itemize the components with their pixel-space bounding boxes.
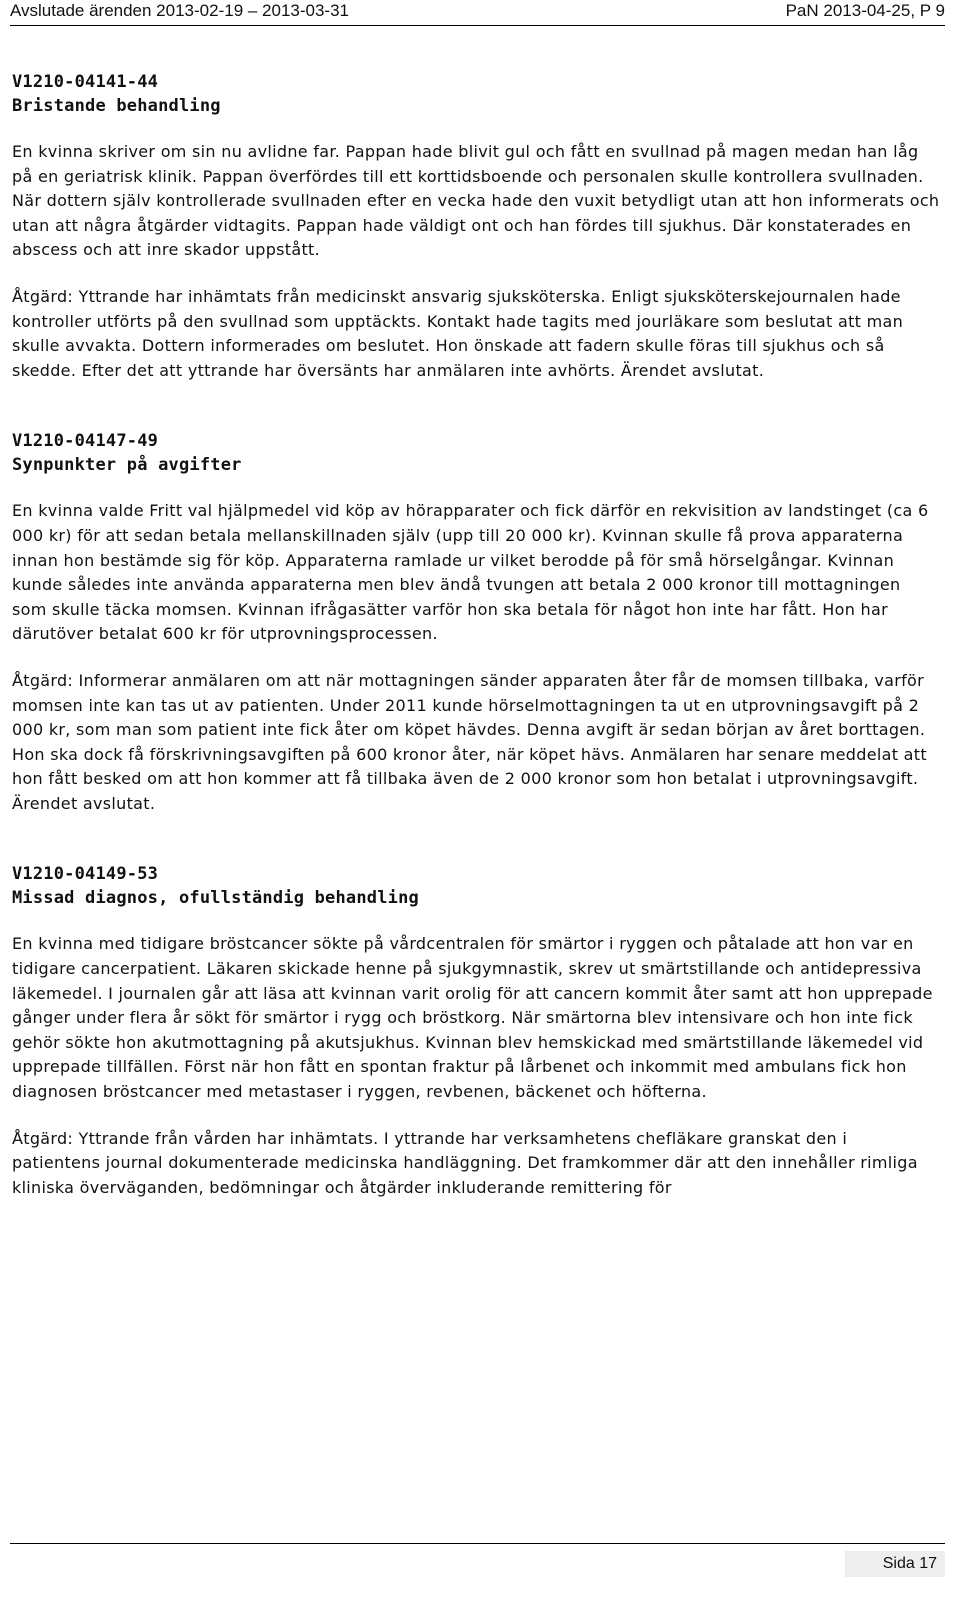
case-action: Åtgärd: Yttrande från vården har inhämtats. I yttrande har verksamhetens chefläkare granskat den i patientens journal dokumenterade medicinska handläggning. Det framkommer där att den innehåller rimliga kliniska överväganden, bedömningar och åtgärder inkluderande remittering för: [12, 1128, 918, 1197]
case-title: Bristande behandling: [12, 96, 221, 116]
page-number: Sida 17: [845, 1551, 945, 1577]
case-description: En kvinna skriver om sin nu avlidne far. Pappan hade blivit gul och fått en svullnad på magen medan han låg på en geriatrisk klinik. Pappan överfördes till ett korttidsboende och personalen skulle kontrollera svullnaden. När dottern själv kontrollerade svullnaden efter en vecka hade den vuxit betydligt utan att hon informerats och utan att några åtgärder vidtagits. Pappan hade väldigt ont och han fördes till sjukhus. Där konstaterades en abscess och att inre skador uppstått.: [12, 142, 940, 260]
case-description: En kvinna med tidigare bröstcancer sökte på vårdcentralen för smärtor i ryggen och påtalade att hon var en tidigare cancerpatient. Läkaren skickade henne på sjukgymnastik, skrev ut smärtstillande och antidepressiva läkemedel. I journalen går att läsa att kvinnan varit orolig för att cancern kommit åter samt att hon upprepade gånger under flera år sökt för smärtor i rygg och bröstkorg. När smärtorna blev intensivare och hon inte fick gehör sökte hon akutmottagning på akutsjukhus. Kvinnan blev hemskickad med smärtstillande läkemedel vid upprepade tillfällen. Först när hon fått en spontan fraktur på lårbenet och inkommit med ambulans fick hon diagnosen bröstcancer med metastaser i ryggen, revbenen, bäckenet och höfterna.: [12, 934, 933, 1102]
case-id: V1210-04149-53: [12, 864, 159, 885]
case-action: Åtgärd: Yttrande har inhämtats från medicinskt ansvarig sjuksköterska. Enligt sjuksköterskejournalen hade kontroller utförts på den svullnad som upptäckts. Kontakt hade tagits med jourläkare som beslutat att man skulle avvakta. Dottern informerades om beslutet. Hon önskade att fadern skulle föras till sjukhus och så skedde. Efter det att yttrande har översänts har anmälaren inte avhörts. Ärendet avslutat.: [12, 286, 904, 380]
header-right-ref: PaN 2013-04-25, P 9: [785, 1, 945, 20]
case-entry: [12, 70, 940, 383]
case-entry: [12, 429, 940, 816]
case-id: V1210-04141-44: [12, 72, 159, 92]
case-action: Åtgärd: Informerar anmälaren om att när mottagningen sänder apparaten åter får de momsen tillbaka, varför momsen inte kan tas ut av patienten. Under 2011 kunde hörselmottagningen ta ut en utprovningsavgift på 2 000 kr, som man som patient inte fick åter om köpet hävdes. Denna avgift är sedan början av året borttagen. Hon ska dock få förskrivningsavgiften på 600 kronor åter, när köpet hävs. Anmälaren har senare meddelat att hon fått besked om att hon kommer att få tillbaka även de 2 000 kronor som hon betalat i utprovningsavgift. Ärendet avslutat.: [12, 670, 927, 813]
case-description: En kvinna valde Fritt val hjälpmedel vid köp av hörapparater och fick därför en rekvisition av landstinget (ca 6 000 kr) för att sedan betala mellanskillnaden själv (upp till 20 000 kr). Kvinnan skulle få prova apparaterna innan hon bestämde sig för köp. Apparaterna ramlade ur vilket berodde på för små hörselgångar. Kvinnan kunde således inte använda apparaterna men blev ändå tvungen att betala 2 000 kronor till mottagningen som skulle täcka momsen. Kvinnan ifrågasätter varför hon ska betala för något hon inte har fått. Hon har därutöver betalat 600 kr för utprovningsprocessen.: [12, 501, 929, 644]
document-body: [12, 70, 940, 1246]
page-header: [10, 0, 945, 26]
header-left-title: Avslutade ärenden 2013-02-19 – 2013-03-31: [10, 1, 350, 20]
case-title: Missad diagnos, ofullständig behandling: [12, 888, 419, 909]
page-footer: [10, 1543, 945, 1572]
case-title: Synpunkter på avgifter: [12, 455, 242, 476]
case-entry: [12, 862, 940, 1200]
case-id: V1210-04147-49: [12, 431, 159, 452]
